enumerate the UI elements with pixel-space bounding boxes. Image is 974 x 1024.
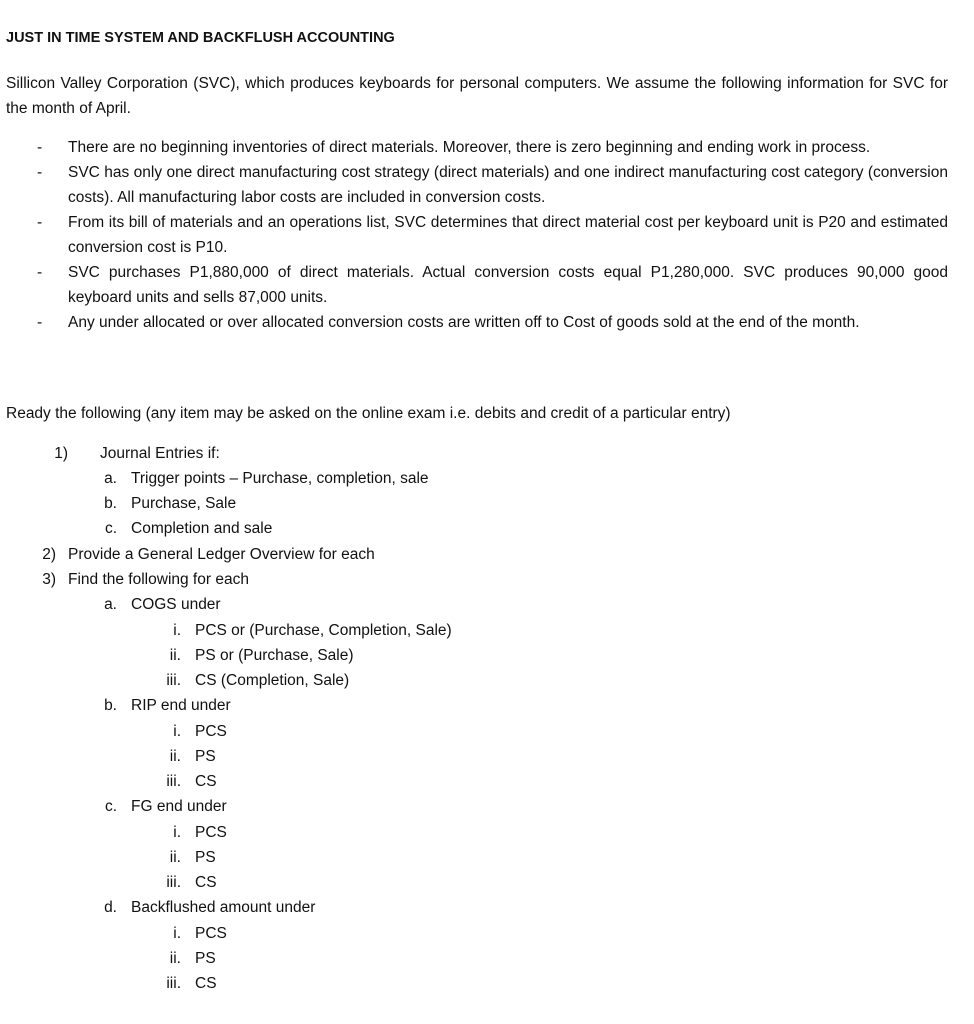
subtask-letter: d. bbox=[104, 899, 117, 916]
roman-item-text: CS bbox=[195, 975, 217, 992]
roman-numeral: ii. bbox=[169, 849, 181, 866]
roman-numeral: ii. bbox=[169, 748, 181, 765]
roman-item-text: PS bbox=[195, 748, 216, 765]
roman-numeral: i. bbox=[173, 723, 181, 740]
subtask-letter: c. bbox=[104, 520, 117, 537]
bullet-dash: - bbox=[37, 264, 43, 281]
subtask-text: RIP end under bbox=[131, 697, 231, 714]
assumption-item bbox=[0, 135, 948, 160]
assumption-item bbox=[0, 260, 948, 310]
roman-numeral: iii. bbox=[166, 672, 181, 689]
task-number: 2) bbox=[42, 546, 56, 563]
task-text: Find the following for each bbox=[68, 571, 249, 588]
roman-numeral: iii. bbox=[166, 773, 181, 790]
subtask-text: Completion and sale bbox=[131, 520, 273, 537]
subtask-letter: b. bbox=[104, 495, 117, 512]
bullet-dash: - bbox=[37, 314, 43, 331]
task-text: Provide a General Ledger Overview for each bbox=[68, 546, 375, 563]
assumption-text: From its bill of materials and an operations list, SVC determines that direct material cost per keyboard unit is P20 and estimated conversion cost is P10. bbox=[68, 214, 948, 256]
roman-item-text: PCS bbox=[195, 925, 227, 942]
subtask-text: Trigger points – Purchase, completion, sale bbox=[131, 470, 429, 487]
roman-numeral: i. bbox=[173, 622, 181, 639]
task-number: 3) bbox=[42, 571, 56, 588]
subtask-letter: b. bbox=[104, 697, 117, 714]
assumption-text: SVC purchases P1,880,000 of direct materials. Actual conversion costs equal P1,280,000. SVC produces 90,000 good keyboard units and sells 87,000 units. bbox=[68, 264, 948, 306]
assumptions-list bbox=[0, 135, 948, 335]
subtask-text: Purchase, Sale bbox=[131, 495, 237, 512]
assumption-text: Any under allocated or over allocated conversion costs are written off to Cost of goods sold at the end of the month. bbox=[68, 314, 860, 331]
assumption-text: There are no beginning inventories of direct materials. Moreover, there is zero beginning and ending work in process. bbox=[68, 139, 871, 156]
roman-numeral: iii. bbox=[166, 874, 181, 891]
instructions-text: Ready the following (any item may be asked on the online exam i.e. debits and credit of a particular entry) bbox=[6, 405, 731, 422]
intro-paragraph: Sillicon Valley Corporation (SVC), which produces keyboards for personal computers. We assume the following information for SVC for the month of April. bbox=[6, 75, 948, 117]
assumption-item bbox=[0, 160, 948, 210]
roman-numeral: ii. bbox=[169, 647, 181, 664]
subtask-letter: a. bbox=[104, 596, 117, 613]
roman-item-text: PCS bbox=[195, 824, 227, 841]
roman-item-text: PS bbox=[195, 849, 216, 866]
roman-numeral: i. bbox=[173, 824, 181, 841]
document-title: JUST IN TIME SYSTEM AND BACKFLUSH ACCOUNTING bbox=[6, 30, 395, 46]
bullet-dash: - bbox=[37, 214, 43, 231]
assumption-text: SVC has only one direct manufacturing cost strategy (direct materials) and one indirect manufacturing cost category (conversion costs). All manufacturing labor costs are included in conversion costs. bbox=[68, 164, 948, 206]
roman-item-text: CS bbox=[195, 773, 217, 790]
subtask-text: Backflushed amount under bbox=[131, 899, 316, 916]
roman-item-text: PCS or (Purchase, Completion, Sale) bbox=[195, 622, 452, 639]
roman-item-text: CS (Completion, Sale) bbox=[195, 672, 350, 689]
task-text: Journal Entries if: bbox=[100, 445, 220, 462]
roman-numeral: iii. bbox=[166, 975, 181, 992]
subtask-text: FG end under bbox=[131, 798, 227, 815]
roman-item-text: PS bbox=[195, 950, 216, 967]
roman-numeral: ii. bbox=[169, 950, 181, 967]
task-number: 1) bbox=[54, 445, 68, 462]
subtask-letter: c. bbox=[104, 798, 117, 815]
roman-item-text: PS or (Purchase, Sale) bbox=[195, 647, 354, 664]
roman-item-text: CS bbox=[195, 874, 217, 891]
bullet-dash: - bbox=[37, 139, 43, 156]
assumption-item bbox=[0, 210, 948, 260]
subtask-letter: a. bbox=[104, 470, 117, 487]
roman-item-text: PCS bbox=[195, 723, 227, 740]
subtask-text: COGS under bbox=[131, 596, 221, 613]
roman-numeral: i. bbox=[173, 925, 181, 942]
assumption-item bbox=[0, 310, 948, 335]
bullet-dash: - bbox=[37, 164, 43, 181]
